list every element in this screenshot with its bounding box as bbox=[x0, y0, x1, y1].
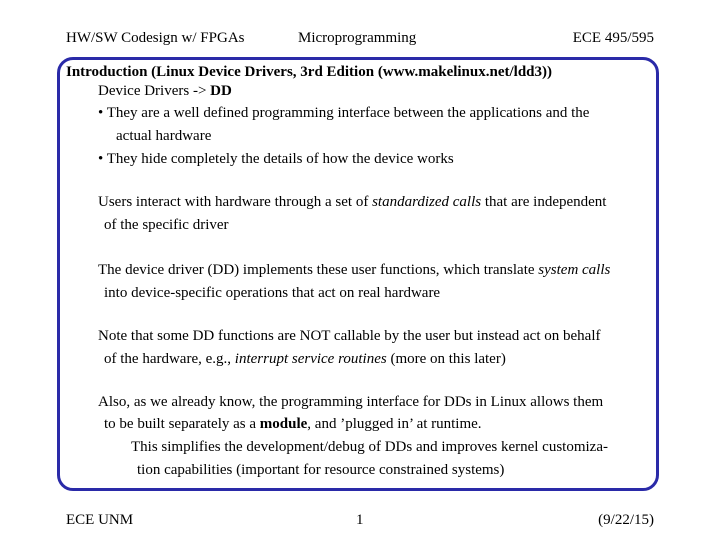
bullet-1-continued: actual hardware bbox=[116, 128, 212, 144]
paragraph-2-continued: into device-specific operations that act on real hardware bbox=[104, 285, 441, 301]
paragraph-5-continued: tion capabilities (important for resource constrained systems) bbox=[137, 462, 505, 478]
header-topic: Microprogramming bbox=[298, 30, 417, 46]
header-course: HW/SW Codesign w/ FPGAs bbox=[66, 30, 245, 46]
slide-title: Introduction (Linux Device Drivers, 3rd Edition (www.makelinux.net/ldd3)) bbox=[66, 64, 552, 80]
footer-page-number: 1 bbox=[356, 512, 364, 528]
paragraph-1-continued: of the specific driver bbox=[104, 217, 229, 233]
footer-institution: ECE UNM bbox=[66, 512, 134, 528]
paragraph-1: Users interact with hardware through a set of standardized calls that are independent bbox=[98, 194, 607, 210]
paragraph-4: Also, as we already know, the programming interface for DDs in Linux allows them bbox=[98, 394, 604, 410]
device-drivers-line: Device Drivers -> DD bbox=[98, 83, 232, 99]
paragraph-2: The device driver (DD) implements these user functions, which translate system calls bbox=[98, 262, 611, 278]
header-course-number: ECE 495/595 bbox=[572, 30, 654, 46]
paragraph-3-continued: of the hardware, e.g., interrupt service routines (more on this later) bbox=[104, 351, 506, 367]
paragraph-3: Note that some DD functions are NOT callable by the user but instead act on behalf bbox=[98, 328, 601, 344]
footer-date: (9/22/15) bbox=[598, 512, 654, 528]
paragraph-5: This simplifies the development/debug of DDs and improves kernel customiza- bbox=[131, 439, 608, 455]
bullet-2: • They hide completely the details of how the device works bbox=[98, 151, 454, 167]
paragraph-4-continued: to be built separately as a module, and ’plugged in’ at runtime. bbox=[104, 416, 482, 432]
bullet-1: • They are a well defined programming interface between the applications and the bbox=[98, 105, 590, 121]
